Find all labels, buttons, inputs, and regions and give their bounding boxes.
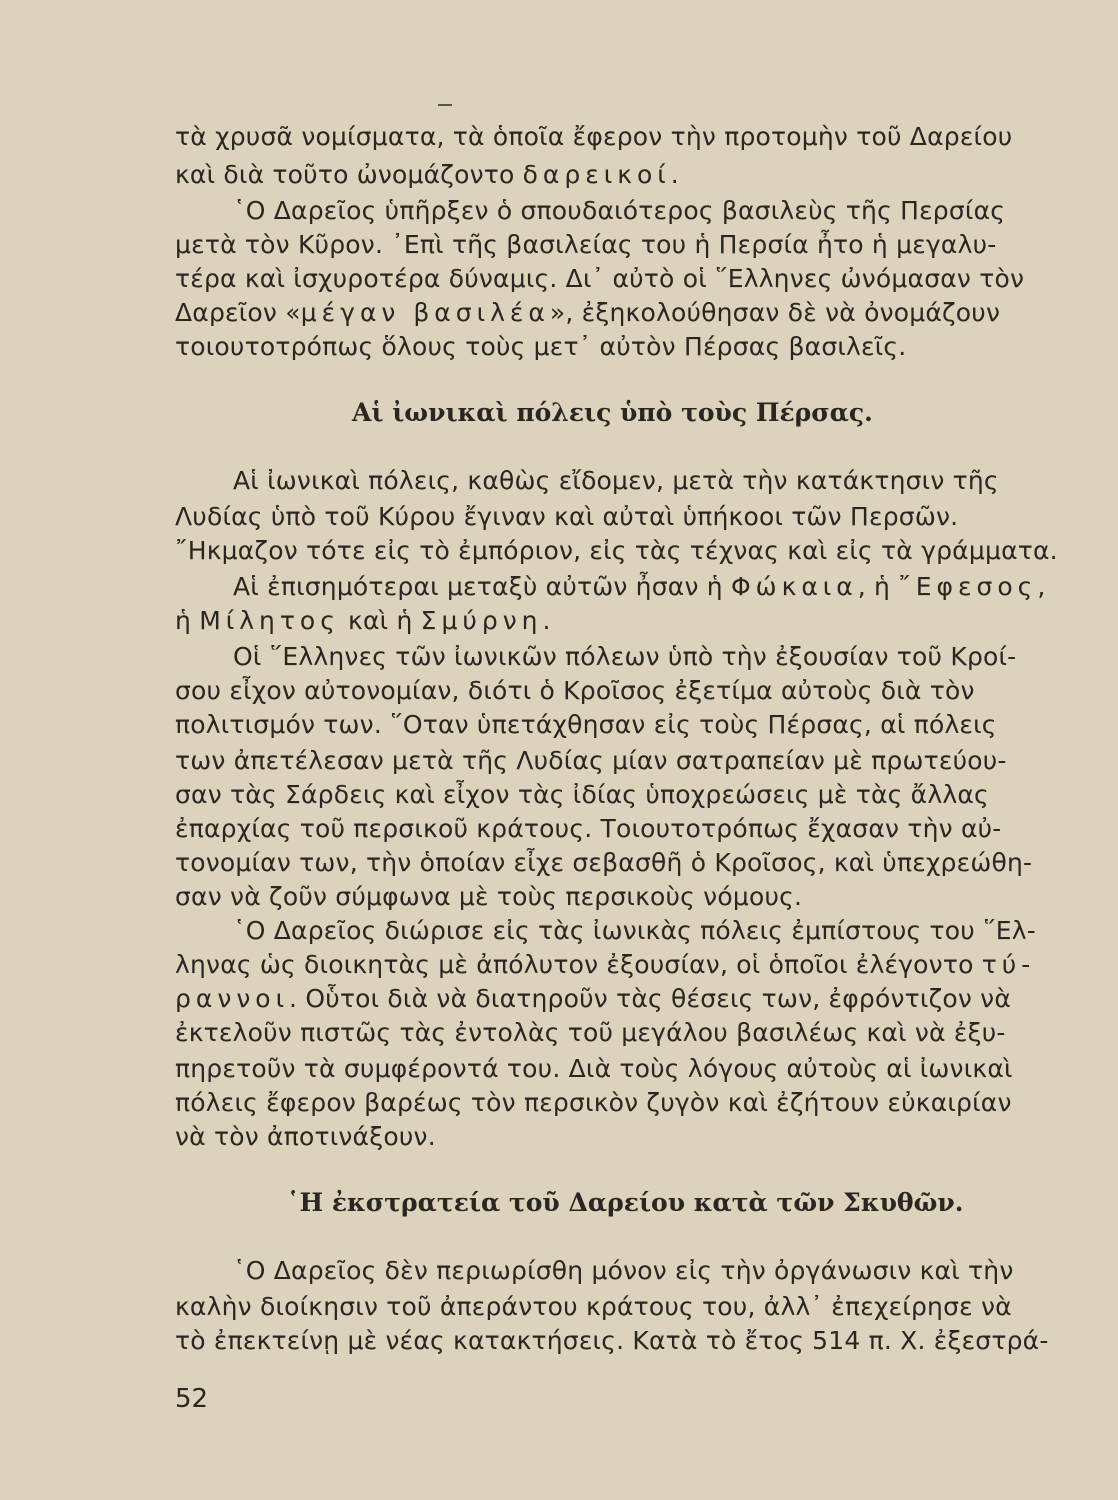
spaced-term: Φώκαια [730,572,858,601]
spaced-term: μέγαν βασιλέα [300,298,550,327]
text-line: ἐκτελοῦν πιστῶς τὰς ἐντολὰς τοῦ μεγάλου βασιλέως καὶ νὰ ἐξυ- [175,1018,1006,1047]
spaced-term: Σμύρνη [420,606,543,635]
text-line: Λυδίας ὑπὸ τοῦ Κύρου ἔγιναν καὶ αὐταὶ ὑπήκοοι τῶν Περσῶν. [175,502,959,531]
top-mark [438,104,452,106]
text-line: σαν νὰ ζοῦν σύμφωνα μὲ τοὺς περσικοὺς νόμους. [175,882,803,911]
text-line: σαν τὰς Σάρδεις καὶ εἶχον τὰς ἰδίας ὑποχρεώσεις μὲ τὰς ἄλλας [175,780,989,809]
text-line: πηρετοῦν τὰ συμφέροντά του. Διὰ τοὺς λόγους αὐτοὺς αἱ ἰωνικαὶ [175,1054,1013,1083]
text-span: ληνας ὡς διοικητὰς μὲ ἀπόλυτον ἐξουσίαν, οἱ ὁποῖοι ἐλέγοντο [175,950,982,979]
text-span: Αἱ ἐπισημότεραι μεταξὺ αὐτῶν ἦσαν ἡ [233,572,731,601]
text-line: νὰ τὸν ἀποτινάξουν. [175,1122,436,1151]
text-line: πόλεις ἔφερον βαρέως τὸν περσικὸν ζυγὸν καὶ ἐζήτουν εὐκαιρίαν [175,1088,1012,1117]
text-line: των ἀπετέλεσαν μετὰ τῆς Λυδίας μίαν σατραπείαν μὲ πρωτεύου- [175,746,1007,775]
section-heading: ῾Η ἐκστρατεία τοῦ Δαρείου κατὰ τῶν Σκυθῶν. [287,1188,964,1217]
text-span: . Οὗτοι διὰ νὰ διατηροῦν τὰς θέσεις των, ἐφρόντιζον νὰ [289,984,1012,1013]
text-line: σου εἶχον αὐτονομίαν, διότι ὁ Κροῖσος ἐξετίμα αὐτοὺς διὰ τὸν [175,676,975,705]
page-number: 52 [175,1384,209,1414]
text-span: , [1037,572,1046,601]
text-line: τονομίαν των, τὴν ὁποίαν εἶχε σεβασθῆ ὁ Κροῖσος, καὶ ὑπεχρεώθη- [175,848,1033,877]
spaced-term: ραννοι [175,984,290,1013]
text-line [175,948,1036,982]
spaced-term: τύ- [981,950,1036,979]
text-line: καλὴν διοίκησιν τοῦ ἀπεράντου κράτους του, ἀλλ᾿ ἐπεχείρησε νὰ [175,1292,1012,1321]
section-heading: Αἱ ἰωνικαὶ πόλεις ὑπὸ τοὺς Πέρσας. [352,398,873,427]
text-line: ῾Ο Δαρεῖος διώρισε εἰς τὰς ἰωνικὰς πόλεις ἐμπίστους του ῞Ελ- [233,916,1036,945]
text-line: τὸ ἐπεκτείνῃ μὲ νέας κατακτήσεις. Κατὰ τὸ ἔτος 514 π. Χ. ἐξεστρά- [175,1326,1049,1355]
spaced-term: ῎Εφεσος [898,572,1038,601]
spaced-term: Μίλητος [199,606,340,635]
text-line: πολιτισμόν των. ῞Οταν ὑπετάχθησαν εἰς τοὺς Πέρσας, αἱ πόλεις [175,710,997,739]
text-span: Δαρεῖον « [175,298,301,327]
text-line: ῾Ο Δαρεῖος ὑπῆρξεν ὁ σπουδαιότερος βασιλεὺς τῆς Περσίας [233,196,1006,225]
text-line [175,296,1001,330]
text-line: Οἱ ῞Ελληνες τῶν ἰωνικῶν πόλεων ὑπὸ τὴν ἐξουσίαν τοῦ Κροί- [233,642,1017,671]
text-line [175,158,995,192]
text-line: τοιουτοτρόπως ὅλους τοὺς μετ᾿ αὐτὸν Πέρσας βασιλεῖς. [175,332,907,361]
text-span: », ἐξηκολούθησαν δὲ νὰ ὀνομάζουν [549,298,1001,327]
spaced-term: δαρεικοί. [522,160,684,189]
text-line: Αἱ ἰωνικαὶ πόλεις, καθὼς εἴδομεν, μετὰ τὴν κατάκτησιν τῆς [233,466,999,495]
text-span: . [542,606,551,635]
text-line: ῾Ο Δαρεῖος δὲν περιωρίσθη μόνον εἰς τὴν ὀργάνωσιν καὶ τὴν [233,1256,1014,1285]
text-span: καὶ ἡ [339,606,421,635]
text-span: καὶ διὰ τοῦτο ὠνομάζοντο [175,160,523,189]
text-line: ῎Ηκμαζον τότε εἰς τὸ ἐμπόριον, εἰς τὰς τέχνας καὶ εἰς τὰ γράμματα. [175,536,1058,565]
text-span: ἡ [175,606,200,635]
text-line [175,604,995,638]
text-span: , ἡ [857,572,899,601]
text-line: μετὰ τὸν Κῦρον. ᾿Επὶ τῆς βασιλείας του ἡ Περσία ἦτο ἡ μεγαλυ- [175,230,997,259]
text-line [175,982,1012,1016]
text-line: τὰ χρυσᾶ νομίσματα, τὰ ὁποῖα ἔφερον τὴν προτομὴν τοῦ Δαρείου [175,122,1013,151]
text-line [233,570,1053,604]
text-line: τέρα καὶ ἰσχυροτέρα δύναμις. Δι᾿ αὐτὸ οἱ ῞Ελληνες ὠνόμασαν τὸν [175,264,1025,293]
text-line: ἐπαρχίας τοῦ περσικοῦ κράτους. Τοιουτοτρόπως ἔχασαν τὴν αὐ- [175,814,1002,843]
